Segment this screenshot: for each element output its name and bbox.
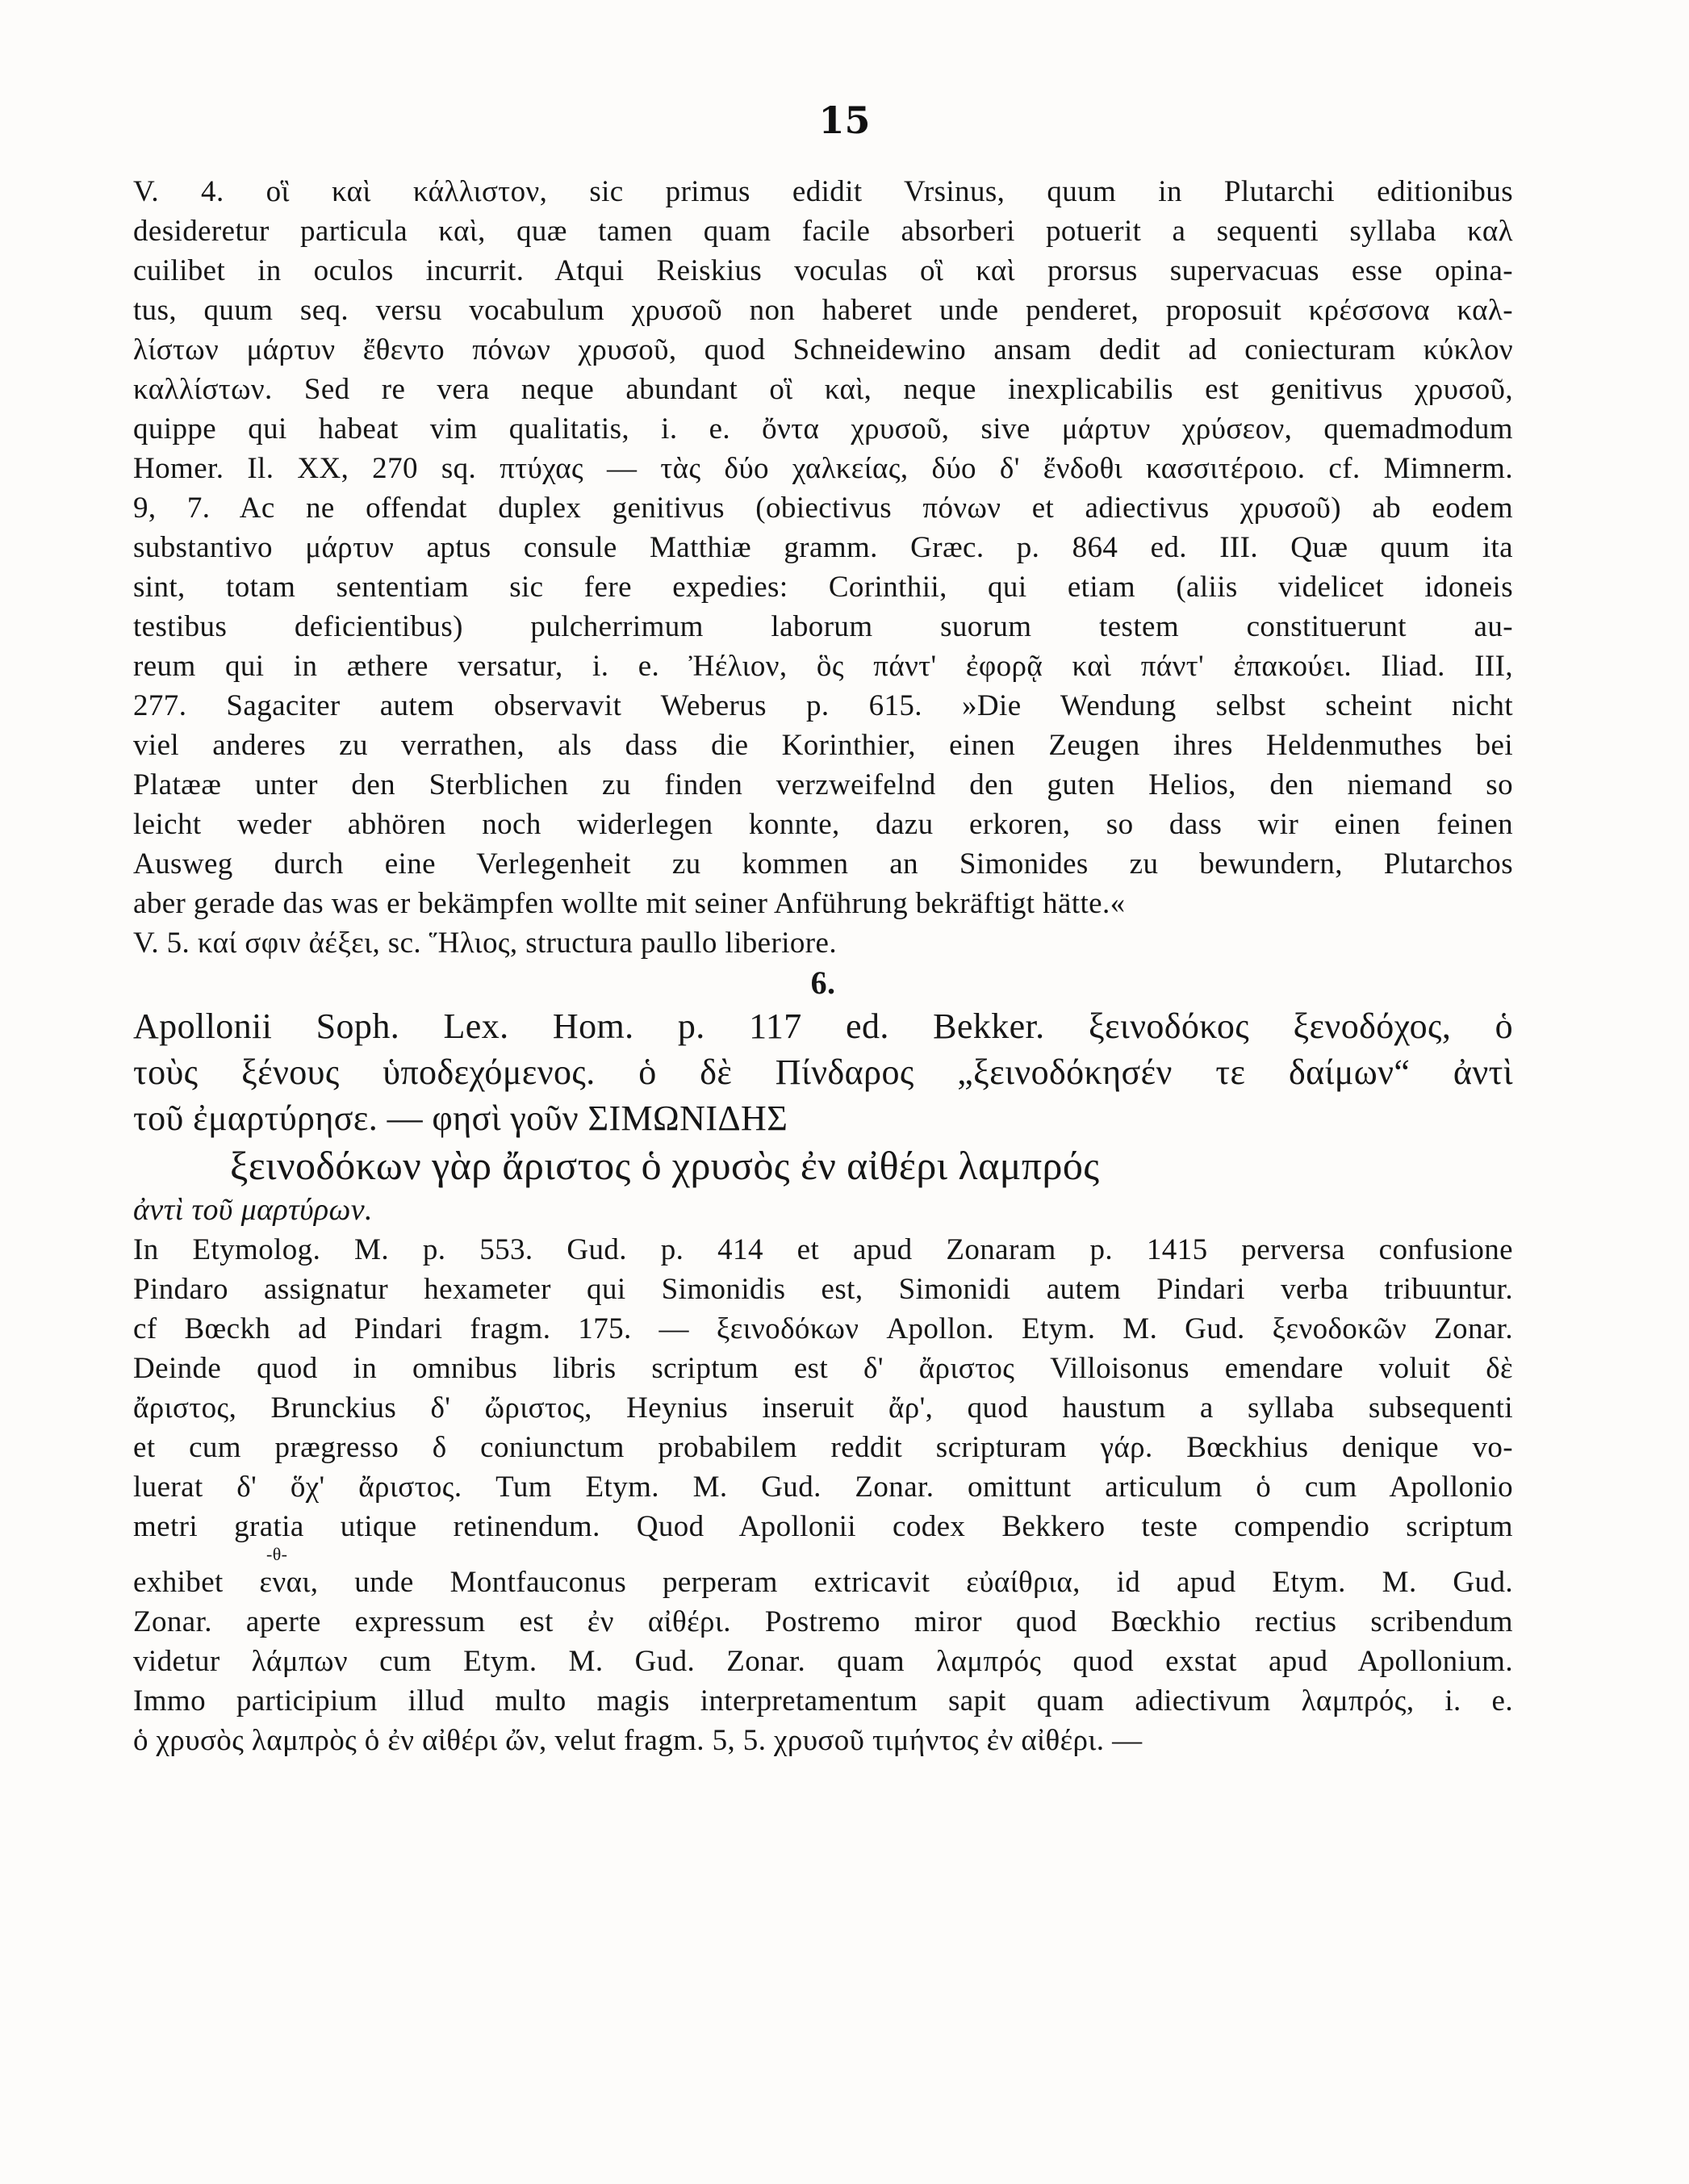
final-line: videtur λάμπων cum Etym. M. Gud. Zonar. quam λαμπρός quod exstat apud Apollonium. xyxy=(133,1645,1513,1678)
section-number: 6. xyxy=(810,964,836,1001)
commentary-line: metri gratia utique retinendum. Quod Apollonii codex Bekkero teste compendio scriptum xyxy=(133,1510,1513,1543)
text-line: substantivo μάρτυν aptus consule Matthiæ gramm. Græc. p. 864 ed. III. Quæ quum ita xyxy=(133,531,1513,564)
text-line: Homer. Il. XX, 270 sq. πτύχας — τὰς δύο χαλκείας, δύο δ' ἔνδοθι κασσιτέροιο. cf. Mimnerm. xyxy=(133,452,1513,485)
text-line: καλλίστων. Sed re vera neque abundant οἳ καὶ, neque inexplicabilis est genitivus χρυσοῦ, xyxy=(133,373,1513,406)
final-line: exhibet εναι, unde Montfauconus perperam extricavit εὐαίθρια, id apud Etym. M. Gud. xyxy=(133,1566,1513,1599)
verse-quotation: ξεινοδόκων γὰρ ἄριστος ὁ χρυσὸς ἐν αἰθέρι λαμπρός xyxy=(230,1143,1100,1188)
commentary-line: Deinde quod in omnibus libris scriptum est δ' ἄριστος Villoisonus emendare voluit δὲ xyxy=(133,1352,1513,1385)
commentary-line: et cum prægresso δ coniunctum probabilem reddit scripturam γάρ. Bœckhius denique vo- xyxy=(133,1431,1513,1464)
text-line: λίστων μάρτυν ἔθεντο πόνων χρυσοῦ, quod Schneidewino ansam dedit ad coniecturam κύκλον xyxy=(133,333,1513,366)
text-line: sint, totam sententiam sic fere expedies: Corinthii, qui etiam (aliis videlicet idoneis xyxy=(133,571,1513,604)
apollonius-line: τοὺς ξένους ὑποδεχόμενος. ὁ δὲ Πίνδαρος „ξεινοδόκησέν τε δαίμων“ ἀντὶ xyxy=(133,1052,1513,1092)
superscript-note: -θ- xyxy=(266,1546,288,1563)
commentary-line: ἄριστος, Brunckius δ' ὤριστος, Heynius inseruit ἄρ', quod haustum a syllaba subsequenti xyxy=(133,1391,1513,1425)
text-line: Platææ unter den Sterblichen zu finden verzweifelnd den guten Helios, den niemand so xyxy=(133,768,1513,801)
apollonius-line: τοῦ ἐμαρτύρησε. — φησὶ γοῦν ΣΙΜΩΝΙΔΗΣ xyxy=(133,1098,788,1138)
text-line: 9, 7. Ac ne offendat duplex genitivus (obiectivus πόνων et adiectivus χρυσοῦ) ab eodem xyxy=(133,492,1513,525)
text-line: Ausweg durch eine Verlegenheit zu kommen an Simonides zu bewundern, Plutarchos xyxy=(133,847,1513,881)
commentary-line: Pindaro assignatur hexameter qui Simonidis est, Simonidi autem Pindari verba tribuuntur. xyxy=(133,1273,1513,1306)
apollonius-line: Apollonii Soph. Lex. Hom. p. 117 ed. Bekker. ξεινοδόκος ξενοδόχος, ὁ xyxy=(133,1006,1513,1046)
final-line: Immo participium illud multo magis interpretamentum sapit quam adiectivum λαμπρός, i. e. xyxy=(133,1684,1513,1717)
commentary-line: luerat δ' ὅχ' ἄριστος. Tum Etym. M. Gud. Zonar. omittunt articulum ὁ cum Apollonio xyxy=(133,1471,1513,1504)
text-line: V. 4. οἳ καὶ κάλλιστον, sic primus edidit Vrsinus, quum in Plutarchi editionibus xyxy=(133,175,1513,208)
text-line: 277. Sagaciter autem observavit Weberus p. 615. »Die Wendung selbst scheint nicht xyxy=(133,689,1513,722)
text-line: tus, quum seq. versu vocabulum χρυσοῦ non haberet unde penderet, proposuit κρέσσονα καλ- xyxy=(133,294,1513,327)
text-line: quippe qui habeat vim qualitatis, i. e. ὄντα χρυσοῦ, sive μάρτυν χρύσεον, quemadmodum xyxy=(133,412,1513,446)
text-line: testibus deficientibus) pulcherrimum laborum suorum testem constituerunt au- xyxy=(133,610,1513,643)
final-line: ὁ χρυσὸς λαμπρὸς ὁ ἐν αἰθέρι ὤν, velut fragm. 5, 5. χρυσοῦ τιμήντος ἐν αἰθέρι. — xyxy=(133,1724,1143,1757)
text-line: desideretur particula καὶ, quæ tamen quam facile absorberi potuerit a sequenti syllaba καλ xyxy=(133,215,1513,248)
text-line: reum qui in æthere versatur, i. e. Ἠέλιον, ὃς πάντ' ἐφορᾷ καὶ πάντ' ἐπακούει. Iliad. III, xyxy=(133,650,1513,683)
text-line: leicht weder abhören noch widerlegen konnte, dazu erkoren, so dass wir einen feinen xyxy=(133,808,1513,841)
commentary-line: In Etymolog. M. p. 553. Gud. p. 414 et apud Zonaram p. 1415 perversa confusione xyxy=(133,1233,1513,1266)
commentary-line: cf Bœckh ad Pindari fragm. 175. — ξεινοδόκων Apollon. Etym. M. Gud. ξενοδοκῶν Zonar. xyxy=(133,1312,1513,1345)
verse-gloss: ἀντὶ τοῦ μαρτύρων. xyxy=(133,1193,373,1227)
text-line: aber gerade das was er bekämpfen wollte mit seiner Anführung bekräftigt hätte.« xyxy=(133,887,1126,920)
text-line: cuilibet in oculos incurrit. Atqui Reiskius voculas οἳ καὶ prorsus supervacuas esse opina- xyxy=(133,254,1513,287)
text-line: V. 5. καί σφιν ἀέξει, sc. Ἥλιος, structura paullo liberiore. xyxy=(133,927,838,960)
page-number: 15 xyxy=(818,98,871,142)
page-text xyxy=(133,172,1513,1760)
final-line: Zonar. aperte expressum est ἐν αἰθέρι. Postremo miror quod Bœckhio rectius scribendum xyxy=(133,1605,1513,1638)
text-line: viel anderes zu verrathen, als dass die Korinthier, einen Zeugen ihres Heldenmuthes bei xyxy=(133,729,1513,762)
